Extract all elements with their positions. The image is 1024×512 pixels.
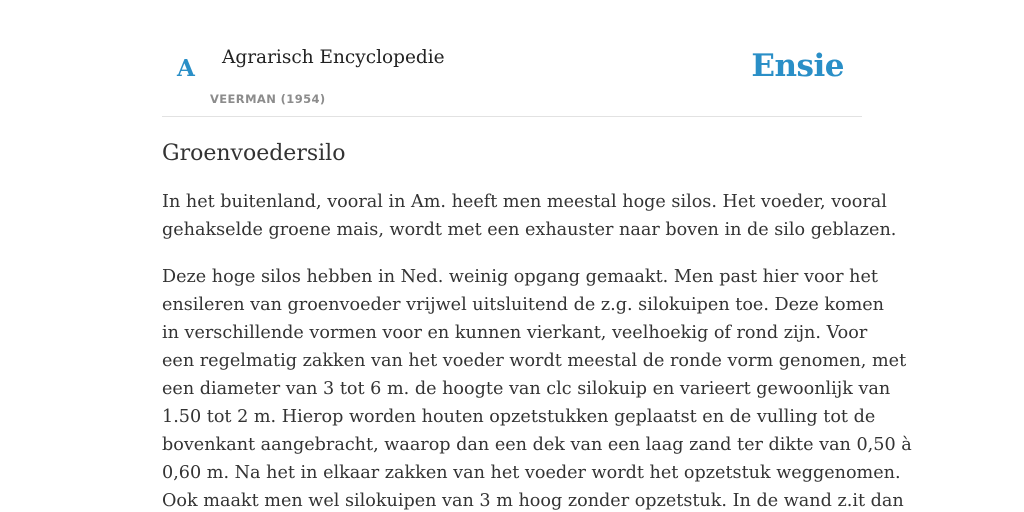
- article-paragraph-2: [162, 263, 912, 512]
- paragraph-line: een regelmatig zakken van het voeder wordt meestal de ronde vorm genomen, met: [162, 351, 907, 371]
- encyclopedia-header: [162, 30, 862, 117]
- paragraph-line: 0,60 m. Na het in elkaar zakken van het voeder wordt het opzetstuk weggenomen.: [162, 463, 901, 483]
- article: [162, 138, 912, 512]
- article-paragraph-1: [162, 188, 897, 244]
- ensie-brand-logo[interactable]: Ensie: [751, 48, 844, 84]
- paragraph-line: Ook maakt men wel silokuipen van 3 m hoog zonder opzetstuk. In de wand z.it dan: [162, 491, 904, 511]
- paragraph-line: gehakselde groene mais, wordt met een exhauster naar boven in de silo geblazen.: [162, 220, 897, 240]
- encyclopedia-letter-logo[interactable]: A: [177, 55, 195, 82]
- encyclopedia-author-year: VEERMAN (1954): [210, 92, 326, 106]
- paragraph-line: Deze hoge silos hebben in Ned. weinig opgang gemaakt. Men past hier voor het: [162, 267, 878, 287]
- article-title: Groenvoedersilo: [162, 141, 346, 166]
- paragraph-line: In het buitenland, vooral in Am. heeft men meestal hoge silos. Het voeder, vooral: [162, 192, 887, 212]
- paragraph-line: ensileren van groenvoeder vrijwel uitsluitend de z.g. silokuipen toe. Deze komen: [162, 295, 884, 315]
- paragraph-line: een diameter van 3 tot 6 m. de hoogte van clc silokuip en varieert gewoonlijk van: [162, 379, 891, 399]
- paragraph-line: 1.50 tot 2 m. Hierop worden houten opzetstukken geplaatst en de vulling tot de: [162, 407, 876, 427]
- paragraph-line: in verschillende vormen voor en kunnen vierkant, veelhoekig of rond zijn. Voor: [162, 323, 868, 343]
- paragraph-line: bovenkant aangebracht, waarop dan een dek van een laag zand ter dikte van 0,50 à: [162, 435, 912, 455]
- encyclopedia-title-link[interactable]: Agrarisch Encyclopedie: [222, 47, 445, 68]
